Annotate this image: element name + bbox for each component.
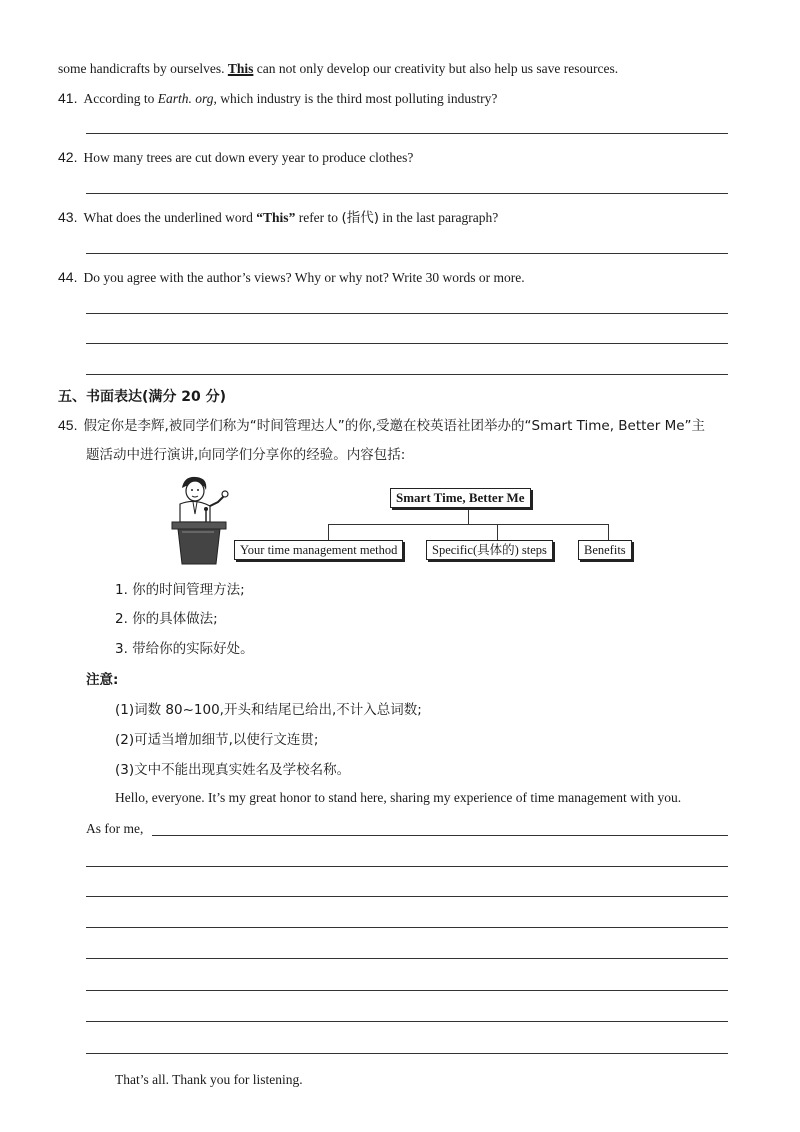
question-text: According to (83, 91, 158, 106)
question-text: Do you agree with the author’s views? Why or why not? Write 30 words or more. (83, 270, 525, 285)
diagram-connector-horizontal (328, 524, 608, 525)
passage-text-rest: can not only develop our creativity but also help us save resources. (253, 61, 619, 76)
diagram-box-steps: Specific(具体的) steps (426, 540, 553, 560)
question-45-line2: 题活动中进行演讲,向同学们分享你的经验。内容包括: (86, 447, 406, 463)
essay-closing: That’s all. Thank you for listening. (115, 1072, 303, 1087)
essay-line-7[interactable] (86, 1021, 728, 1022)
essay-opening: Hello, everyone. It’s my great honor to stand here, sharing my experience of time management with you. (115, 790, 682, 805)
answer-line-42[interactable] (86, 193, 728, 194)
note-3: (3)文中不能出现真实姓名及学校名称。 (115, 762, 351, 778)
answer-line-43[interactable] (86, 253, 728, 254)
essay-line-5[interactable] (86, 958, 728, 959)
diagram-connector-middle (497, 524, 498, 540)
answer-line-44b[interactable] (86, 343, 728, 344)
question-41 (58, 89, 497, 108)
diagram-connector-right (608, 524, 609, 540)
answer-line-44c[interactable] (86, 374, 728, 375)
question-number: 42. (58, 149, 78, 165)
question-text-mid: refer to (295, 210, 342, 225)
underlined-word-this: This (227, 61, 254, 76)
essay-as-for: As for me, (86, 821, 144, 836)
question-number: 43. (58, 209, 78, 225)
answer-line-44a[interactable] (86, 313, 728, 314)
note-1: (1)词数 80~100,开头和结尾已给出,不计入总词数; (115, 702, 422, 718)
quoted-word: “This” (256, 210, 296, 225)
question-43 (58, 208, 498, 227)
question-number: 44. (58, 269, 78, 285)
essay-line-6[interactable] (86, 990, 728, 991)
question-42 (58, 148, 413, 167)
passage-last-line (58, 60, 618, 78)
question-44 (58, 268, 525, 287)
essay-line-3[interactable] (86, 896, 728, 897)
content-point-1: 1. 你的时间管理方法; (115, 582, 245, 598)
question-text-rest: in the last paragraph? (378, 210, 499, 225)
question-text-rest: , which industry is the third most polluting industry? (213, 91, 498, 106)
passage-text: some handicrafts by ourselves. (58, 61, 228, 76)
question-number: 45. (58, 417, 78, 433)
answer-line-41[interactable] (86, 133, 728, 134)
question-number: 41. (58, 90, 78, 106)
chinese-gloss: (指代) (341, 210, 379, 226)
essay-line-8[interactable] (86, 1053, 728, 1054)
notes-label: 注意: (86, 672, 119, 688)
essay-line-1[interactable] (152, 835, 728, 836)
essay-line-2[interactable] (86, 866, 728, 867)
diagram-box-method: Your time management method (234, 540, 403, 560)
source-name: Earth. org (157, 91, 214, 106)
question-text: What does the underlined word (83, 210, 257, 225)
section-title: 五、书面表达(满分 20 分) (58, 389, 227, 405)
content-point-3: 3. 带给你的实际好处。 (115, 641, 254, 657)
speaker-illustration (166, 474, 232, 566)
essay-line-4[interactable] (86, 927, 728, 928)
question-45-line1 (58, 416, 705, 435)
question-text: How many trees are cut down every year to produce clothes? (83, 150, 414, 165)
question-text: 假定你是李辉,被同学们称为“时间管理达人”的你,受邀在校英语社团举办的“Smart Time, Better Me”主 (83, 418, 706, 434)
diagram-root-box: Smart Time, Better Me (390, 488, 531, 508)
diagram-box-benefits: Benefits (578, 540, 632, 560)
diagram-connector-left (328, 524, 329, 540)
diagram-connector-vertical (468, 510, 469, 524)
content-point-2: 2. 你的具体做法; (115, 611, 218, 627)
note-2: (2)可适当增加细节,以使行文连贯; (115, 732, 319, 748)
